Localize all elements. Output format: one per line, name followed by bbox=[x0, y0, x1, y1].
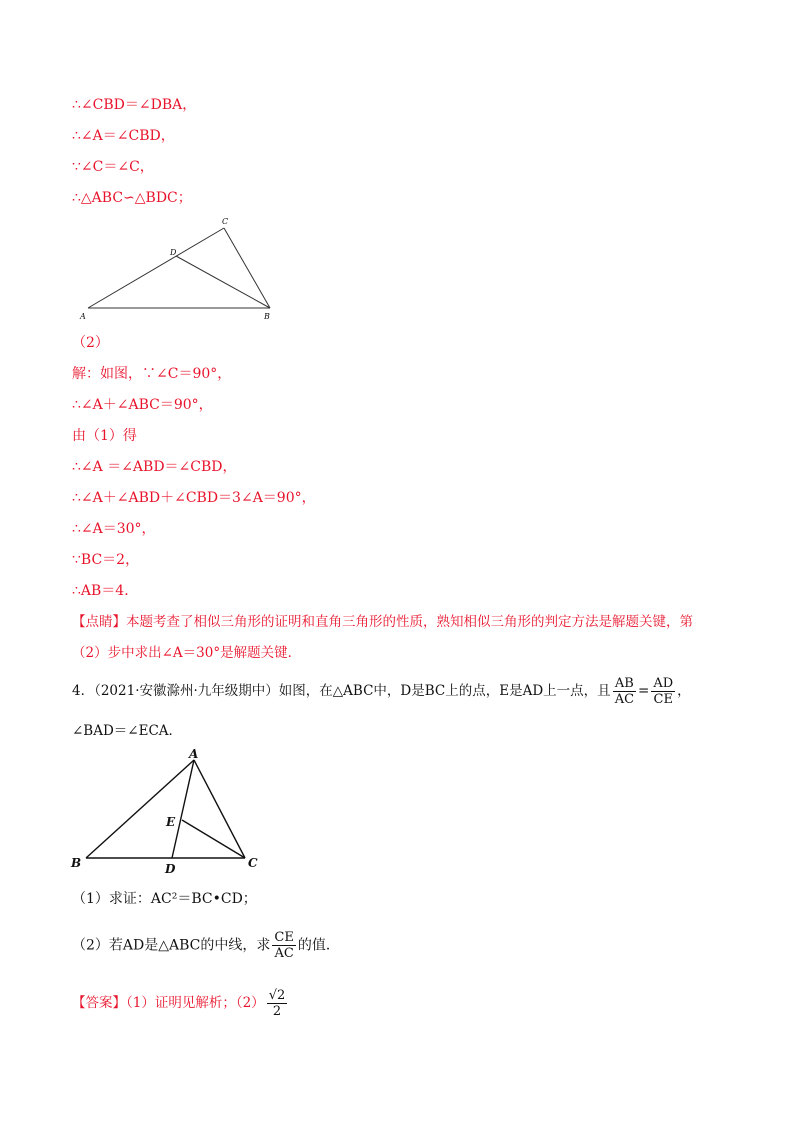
question-2-text-b: 的值． bbox=[297, 937, 340, 954]
fraction-ab-ac-denominator: AC bbox=[614, 692, 635, 707]
answer-text: （1）证明见解析；（2） bbox=[126, 995, 265, 1011]
fraction-ad-ce bbox=[651, 676, 675, 707]
problem4-comma: ， bbox=[677, 683, 691, 699]
part2-label: （2） bbox=[72, 335, 109, 351]
part2-line-7: ∵BC＝2， bbox=[72, 552, 140, 568]
answer-denominator: 2 bbox=[272, 1004, 282, 1019]
part2-line-5: ∴∠A＋∠ABD＋∠CBD＝3∠A＝90°， bbox=[72, 490, 316, 506]
part2-line-4: ∴∠A ＝∠ABD＝∠CBD， bbox=[72, 459, 237, 475]
fraction-ad-ce-denominator: CE bbox=[653, 692, 673, 707]
fraction-ab-ac bbox=[613, 676, 636, 707]
figure1-label-c: C bbox=[222, 217, 229, 226]
comment-line-2: （2）步中求出∠A＝30°是解题关键． bbox=[72, 645, 302, 661]
problem4-number: 4． bbox=[72, 683, 95, 699]
figure2-label-c: C bbox=[248, 856, 258, 870]
fraction-ce-ac bbox=[272, 930, 295, 961]
comment-text-1: 本题考查了相似三角形的证明和直角三角形的性质，熟知相似三角形的判定方法是解题关键，第 bbox=[126, 614, 693, 630]
fraction-ce-ac-numerator: CE bbox=[274, 930, 294, 945]
fraction-ab-ac-numerator: AB bbox=[613, 676, 636, 692]
problem4-equals: = bbox=[638, 683, 650, 699]
question-2-text-a: （2）若AD是△ABC的中线，求 bbox=[72, 937, 271, 954]
problem4-text-1: 如图，在△ABC中，D是BC上的点，E是AD上一点，且 bbox=[278, 683, 611, 699]
problem4-line-2: ∠BAD＝∠ECA． bbox=[72, 723, 183, 739]
fraction-ce-ac-denominator: AC bbox=[274, 946, 294, 961]
part2-line-2: ∴∠A＋∠ABC＝90°， bbox=[72, 397, 213, 413]
answer-line bbox=[72, 988, 289, 1019]
comment-line-1 bbox=[72, 613, 693, 631]
figure2-label-a: A bbox=[189, 747, 199, 761]
part2-line-8: ∴AB＝4． bbox=[72, 583, 139, 599]
part2-line-3: 由（1）得 bbox=[72, 428, 137, 444]
figure1-label-a: A bbox=[80, 312, 86, 321]
problem4-question-1: （1）求证：AC²＝BC•CD； bbox=[72, 891, 257, 907]
answer-numerator: √2 bbox=[268, 988, 286, 1003]
triangle-figure-1 bbox=[78, 215, 288, 325]
proof-line-3: ∵∠C＝∠C， bbox=[72, 159, 154, 175]
figure1-label-b: B bbox=[264, 312, 270, 321]
fraction-ad-ce-numerator: AD bbox=[653, 676, 674, 691]
problem4-question-2 bbox=[72, 930, 340, 961]
proof-line-1: ∴∠CBD＝∠DBA， bbox=[72, 97, 197, 113]
answer-tag: 【答案】 bbox=[72, 995, 126, 1011]
part2-line-6: ∴∠A＝30°， bbox=[72, 521, 156, 537]
problem4-source: （2021·安徽滁州·九年级期中） bbox=[94, 683, 279, 699]
figure2-label-d: D bbox=[165, 862, 176, 876]
figure2-label-e: E bbox=[166, 815, 176, 829]
figure1-label-d: D bbox=[170, 248, 177, 257]
triangle-figure-2 bbox=[64, 746, 274, 876]
proof-line-2: ∴∠A＝∠CBD， bbox=[72, 128, 175, 144]
answer-fraction bbox=[267, 988, 288, 1019]
comment-tag: 【点睛】 bbox=[72, 614, 126, 630]
proof-line-4: ∴△ABC∽△BDC； bbox=[72, 190, 192, 206]
figure2-label-b: B bbox=[71, 856, 82, 870]
part2-line-1: 解：如图，∵∠C＝90°， bbox=[72, 366, 232, 382]
problem4-line-1 bbox=[72, 676, 691, 707]
